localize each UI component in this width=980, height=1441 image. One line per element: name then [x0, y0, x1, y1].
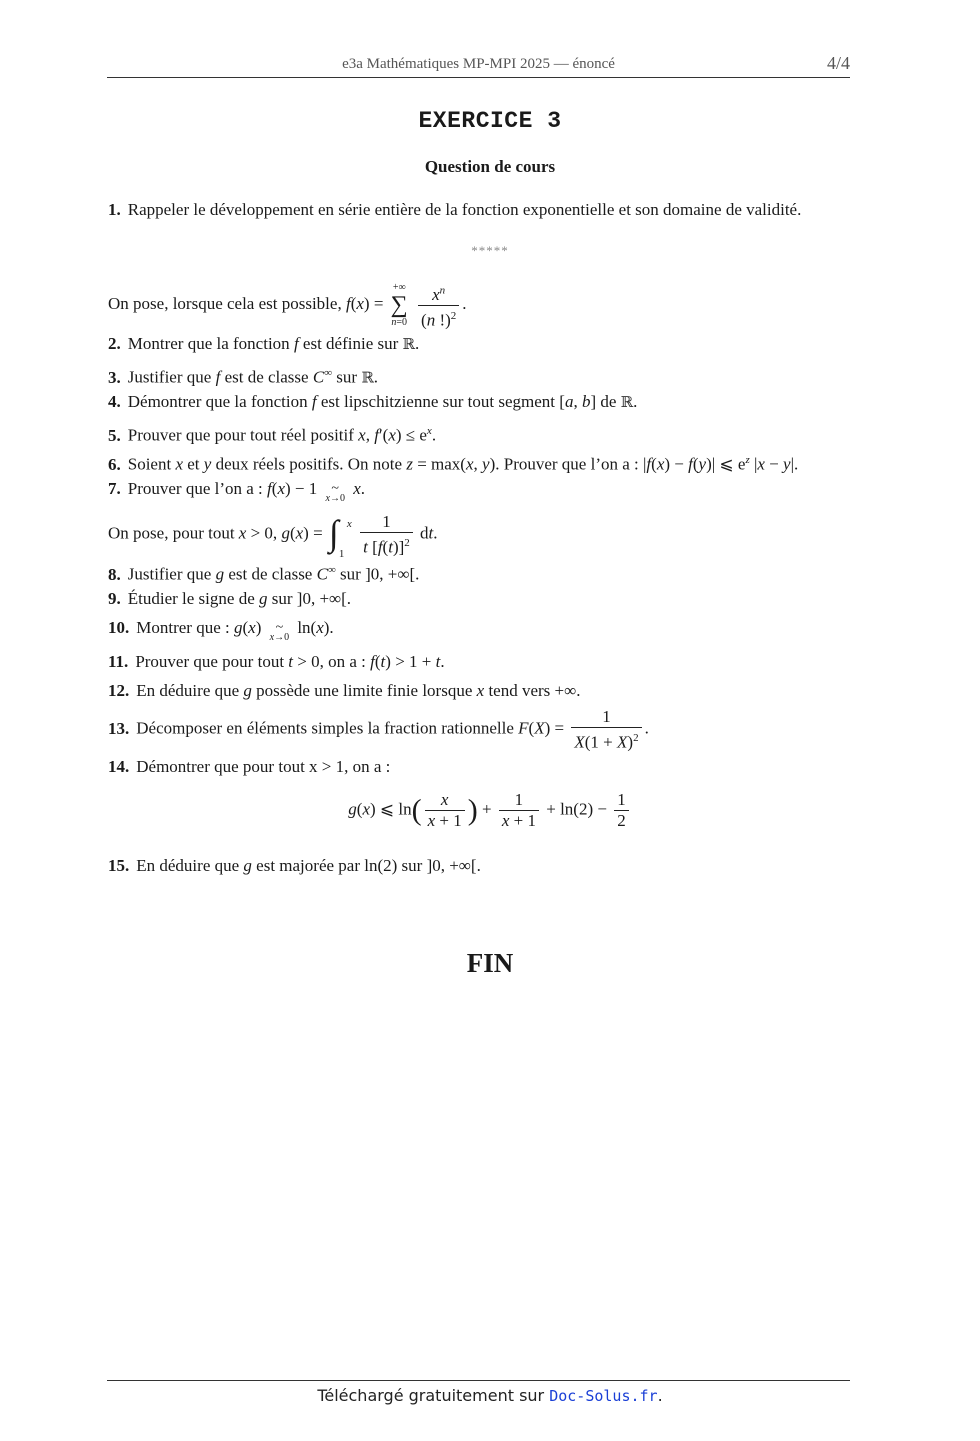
equivalent-symbol: ~ x→0	[269, 620, 290, 644]
question-11: 11. Prouver que pour tout t > 0, on a : f(t) > 1 + t.	[108, 652, 445, 671]
question-13: 13. Décomposer en éléments simples la fraction rationnelle F(X) = $\frac{1}{X(1 + X)^2}$ .	[108, 707, 649, 752]
question-number: 7.	[108, 479, 121, 498]
end-marker: FIN	[466, 948, 514, 978]
question-6: 6. Soient x et y deux réels positifs. On note z = max(x, y). Prouver que l’on a : |f(x) − f(y)| ⩽ $e^z$ |x − y|.	[108, 454, 799, 474]
definition-g: On pose, pour tout x > 0, g(x) = ∫ x 1 $\frac{1}{t [f(t)]^2}$ dt.	[108, 512, 438, 560]
fraction: $\frac{x}{x + 1}$	[425, 790, 465, 831]
question-number: 9.	[108, 589, 121, 608]
footer-suffix: .	[657, 1386, 663, 1405]
question-number: 2.	[108, 334, 121, 353]
question-8: 8. Justifier que g est de classe C∞ sur ]0, +∞[.	[108, 564, 420, 584]
question-3: 3. Justifier que f est de classe C∞ sur ℝ.	[108, 367, 379, 387]
question-7: 7. Prouver que l’on a : f(x) − 1 ~ x→0 x.	[108, 479, 365, 505]
fraction: $\frac{x^n}{(n !)^2}$	[418, 280, 459, 330]
question-1	[108, 199, 801, 221]
separator: *****	[471, 243, 509, 258]
question-number: 14.	[108, 757, 130, 776]
question-5: 5. Prouver que pour tout réel positif x, $f'(x) \le e^x$.	[108, 425, 437, 445]
page-footer	[0, 1386, 980, 1405]
question-number: 3.	[108, 367, 121, 387]
question-number: 6.	[108, 454, 121, 474]
fraction: $\frac{1}{X(1 + X)^2}$	[571, 707, 641, 753]
footer-text: Téléchargé gratuitement sur	[317, 1386, 545, 1405]
question-number: 5.	[108, 425, 121, 445]
question-text: Rappeler le développement en série entière de la fonction exponentielle et son domaine de validité.	[127, 200, 802, 219]
page-header	[107, 55, 850, 78]
footer-divider	[107, 1380, 850, 1381]
sum-symbol: +∞ ∑ n=0	[390, 282, 408, 329]
footer-link[interactable]: Doc-Solus.fr	[549, 1387, 658, 1405]
integral-symbol: ∫ x 1	[328, 512, 352, 560]
question-number: 4.	[108, 392, 121, 411]
question-9: 9. Étudier le signe de g sur ]0, +∞[.	[108, 589, 352, 608]
question-12: 12. En déduire que g possède une limite finie lorsque x tend vers +∞.	[108, 681, 581, 700]
question-number: 11.	[108, 652, 129, 671]
definition-f: On pose, lorsque cela est possible, f(x) = +∞ ∑ n=0 $\frac{x^n}{(n !)^2}$ .	[108, 280, 467, 330]
exercise-title: EXERCICE 3	[418, 108, 562, 134]
question-number: 8.	[108, 564, 121, 584]
question-4: 4. Démontrer que la fonction f est lipschitzienne sur tout segment [a, b] de ℝ.	[108, 392, 638, 411]
question-number: 15.	[108, 856, 130, 875]
section-title: Question de cours	[424, 157, 556, 176]
fraction: $\frac{1}{2}$	[614, 790, 629, 831]
page-number: 4/4	[826, 53, 850, 73]
fraction: $\frac{1}{x + 1}$	[499, 790, 539, 831]
question-number: 1.	[108, 200, 121, 219]
question-number: 13.	[108, 718, 130, 738]
header-title: e3a Mathématiques MP-MPI 2025 — énoncé	[342, 56, 615, 72]
equivalent-symbol: ~ x→0	[325, 481, 345, 505]
question-2: 2. Montrer que la fonction f est définie sur ℝ.	[108, 334, 420, 353]
question-15: 15. En déduire que g est majorée par ln(2) sur ]0, +∞[.	[108, 856, 481, 875]
question-number: 12.	[108, 681, 130, 700]
fraction: $\frac{1}{t [f(t)]^2}$	[360, 512, 413, 558]
question-10: 10. Montrer que : g(x) ~ x→0 ln(x).	[108, 618, 334, 644]
question-number: 10.	[108, 618, 130, 637]
inequality-14: g(x) ⩽ ln( $\frac{x}{x + 1}$ ) + $\frac{1}{x + 1}$ + ln(2) − $\frac{1}{2}$	[0, 790, 980, 831]
question-14	[108, 756, 390, 778]
question-text: Démontrer que pour tout x > 1, on a :	[136, 757, 391, 776]
